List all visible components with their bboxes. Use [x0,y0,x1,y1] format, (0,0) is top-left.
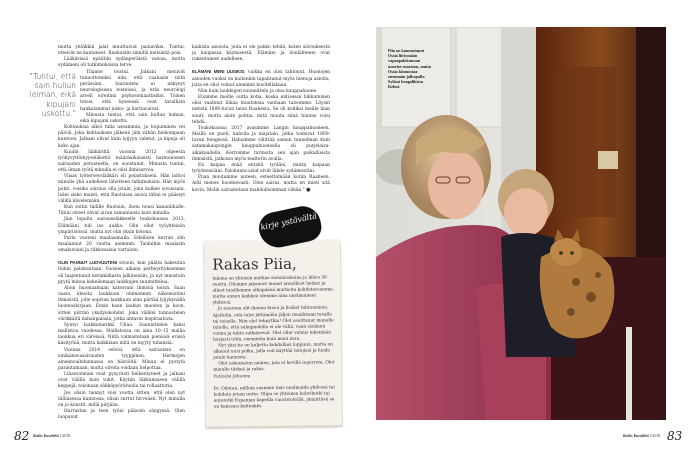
paragraph [192,175,330,194]
paragraph: Jos olisin tiennyt viisi vuotta sitten, että olen nyt tällaisessa kunnossa, olisin surrut hirveästi. Nyt minulla on jo konstit, millä pärjään. [58,390,185,408]
section-paragraph [58,260,185,286]
family-photo [376,27,666,420]
paragraph: Kuulin lääkäriltä vuonna 2012 ohjeesta työkyvyttömyyseläkettä määräaikaisesti harmoniseen sairauden perusteella, en suostunut. Minusta tuntui, että ilman työtä minulla ei olisi ihmisarvoa. [58,149,185,174]
paragraph: Kohtauksia alkoi tulla useammin, ja toipuminen vei päiviä. Joka kohtauksen jälkeen jäin vähän heikompaan kuntoon. Jalkani olivat kuin lyijyyn valetut, ja kipuja oli koko ajan. [58,125,185,149]
issue-number: 1/2018 [59,434,71,438]
paragraph: Jäin lopulta sairauseläkkeelle toukokuussa 2013. Elämääni tuli iso aukko. Olin ollut työyhteisön ympäristössä, mutta nyt olin yksin kotona. [58,217,185,235]
section-paragraph [192,69,330,88]
article-column-1 [29,45,185,421]
article-column-2 [192,45,330,195]
paragraph: Kun soitin tädille Ruotsiin, ihoni nousi kananlihalle. Tätini oireet olivat aivan samanlaisia kuin minulla. [58,205,185,217]
section-text: sivuun, kun päätin hakeutua töihin palokuntaan. Vuosien aikana perheyrityksemme oli laajentunut keramiikasta jalkineisiin, ja nyt innostuin pyytä minua kokeilemaan laukkujen suunnittelua. [58,261,185,285]
paragraph: kaikista asioista, joita ei ole pakko tehdä, kuten siivouksesta ja kaupassa käymisestä. Elämäni ja ilonlähteeni ovat rakentuneet uudelleen. [192,45,330,63]
paragraph: En kaipaa enää entistä työtäni, mutta kaipaan työyhteisöäni. Palokunta-asiat eivät lähde sydämestäni. [192,162,330,174]
end-mark: ● [306,187,311,194]
letter-paragraph: Olet uskomaton nainen, jota ei hevillä nujerreta. Olet minulle tärkeä ja rakas. [213,360,335,374]
section-lead: ELÄMÄNI MENI UUSIKSI [192,69,244,75]
paragraph: Minusta tuntui, että sain hullun leiman, eikä kipujani uskottu. [80,112,185,124]
letter-paragraph: Jo nuorena olit ihanan luova ja lisäksi tahtonainen. Ajattelin, että tulet jättämään jäljen maailmaan tavalla tai toisella. Niin olet tehnytkin! Olet osoittanut monelle taholle, että sukupuolella ei ole väliä, vaan sisäinen voima ja tahto ratkaisevat. Olet ollut valmis tekemään hurjasti töitä, enemmän kuin moni muu. [212,305,334,343]
paragraph: Lihasvoimani ovat pysyvästi heikentyneet ja jalkani ovat välillä kuin tukit. Käytän liikkumiseen välillä keppejä, toisinaan sähköpyörätuolia tai rollaattoria. [58,372,185,390]
paragraph: Lääkärissä epäiltiin sydänperäistä vaivaa, mutta sydämeni oli tutkimuksissa terve. [58,57,185,69]
paragraph: Harrastan ja teen työni pääosin sängyssä. Olen luopunut [58,409,185,421]
pull-quote: "Tuntui, että sain hullun leiman, eikä kipujani uskottu." [29,71,76,119]
paragraph: Viisas työterveyslääkäri oli pelastukseni. Hän laittoi minulle yhä uudelleen lähetteen tutkimuksiin. Hän myös pohti, voisiko sairaus olla jotain, joka kulkee suvussani. Isäni sisko muisti, että Ruotsissa asuva tätini ei päässyt välillä kävelemään. [58,174,185,204]
paragraph: Vuonna 2014 selvisi, että sairauteni on ionikanavasairauden tyyppinen. Hermojen aineenvaihdunnassa on häiriöitä. Minua ei pystytä parantamaan, mutta oireita voidaan helpottaa. [58,347,185,371]
section-lead: OLIN PANNUT LUOVUUTENI [58,260,117,266]
paragraph: Etsimme meille uutta kotia, koska entisessä liikkuminen olisi vaatinut liikaa muutoksia vanhaan taloomme. Löysin netistä 1800-luvun talon Raahesta. Se oli kodiksi meille liian suuri, mutta aloin pohtia, mitä muuta siinä tilanne voisi tehdä. [192,95,330,125]
photo-caption: Piia on kannustanut Ossia liittymään vapaapalokunnan nuoriso-osastoon, mutta Ossia kiinnostaa enemmän jalkapallo. Sylissä bengalikissa Kelmi. [388,48,432,90]
paragraph: Aloin huomaamaan katsovani ihmisiä toisin. Saan uusia ideoita laukkuun ohimennen näkemistäni ihmisistä, jolle sopivan laukkuun alan piirtää lyijykynällä luonnoskirjaan. Ensin haen laukun muodon ja koon, sitten piirrän yksityiskohdat. Joka väliksi tunnustelen värikkäitä nahanpalasia, jotka antavat inspiraatiota. [58,285,185,322]
letter-badge: kirje ystävältä [256,203,324,251]
paragraph: Syntyi laukkumerkki Uhaa. Suunnittelen kaksi mallistoa vuodessa. Mallistossa on aina 10–15 mallia laukkua eri väreissä. Niitä valmistetaan pienissä erissä käsityönä, mutta kaikkiaan niitä on myyty tuhansia. [58,322,185,347]
magazine-name: Kodin Kuvalehti [33,434,59,438]
section-text: , vaikka en olisi tahtonut. Huonojen asioiden vuoksi on kuitenkin tapahtunut myös hienoja asioita, joita en olisi voinut aiemmin kuvitellakaan. [192,70,330,88]
letter-paragraph: takana on yhteisiä matkaa sielunsiskoina jo lähes 30 vuotta. Olemme jakaneet monet onnelliset hetket ja olleet toisillemme olkapäänä murheita kohdatessamme, mutta ennen kaikkea olemme aina unelmoineet yhdessä. [212,275,335,307]
paragraph: Parin vuoteni maalasimalla. Edellisen kerran olin maalannut 20 vuotta aiemmin. Tauluihin maalasin omakuviani ja riikkonaisia vartaloni. [58,235,185,254]
magazine-name: Kodin Kuvalehti [623,434,649,438]
footer-left [33,434,70,438]
letter-paragraph: Nyt yksi tie on kuljettu kohdallasi loppuun, mutta on alkanut uusi polku, jolla voit käyttää taitojasi ja luoda jotain kaunista. [213,342,333,361]
paragraph: mutta yhtäkkiä jalat muuttuivat painaviksi. Tuntui, etteivät ne kantaneet. Raahustin sinnillä metsästä pois. [58,45,185,57]
paragraph: Niin kuin laukkujen suunnittelu ja oma kauppahuone. [198,88,318,94]
issue-number: 1/2018 [649,434,661,438]
page-number-left: 82 [14,429,30,443]
paragraph: Toukokuussa 2017 avasimme Langin kauppahuoneen. Meillä on puoti, kahvila ja majatalo, jotka toimivat 1800-luvun hengessä. Haluamme välittää saman tunnelman kuin satamakaupungin kauppahuoneella oli purjelaiva-aikakaudella. Kerromme tarinoita sen ajan paikallisista ihmisistä, jatkossa myös teatterin avulla. [192,125,330,162]
letter-card [204,239,342,426]
letter-greeting: Rakas Piia, [212,254,297,274]
letter-postscript: Ps. Odotan, milloin saamme taas unelmoida yhdessä tai kohdata jotain uutta. Olipa se yhteinen kahvihetki tai autoretki Espanjan kapeilla vuoristoteillä, jännittävä se on kanssasi kuitenkin. [213,384,335,410]
closing-text: Piian muutamme uuteen, esteettömään kotiin Raaheen. Arki menee hoomievasti. Olen sairas, mutta en mieti sitä kovin. Mollii sairastetaan mahdollisimman vähän." [192,175,330,194]
letter-signature: Ystäväsi Johanna [213,373,251,380]
paragraph: Tilanne toistui. Jalkani menivät tunnottomiksi niin, että raahasin niitä perässäni. Sairauteni ei näkynyt neurologisissa testeissä, ja eräs neurologi arveli oireitani psykosomaattisiksi. Toinen totesi, että kyseessä ovat tavallista hankalammat nisko- ja hartiavaivat. [80,69,185,112]
footer-right [623,434,660,438]
page-number-right: 83 [667,429,683,443]
